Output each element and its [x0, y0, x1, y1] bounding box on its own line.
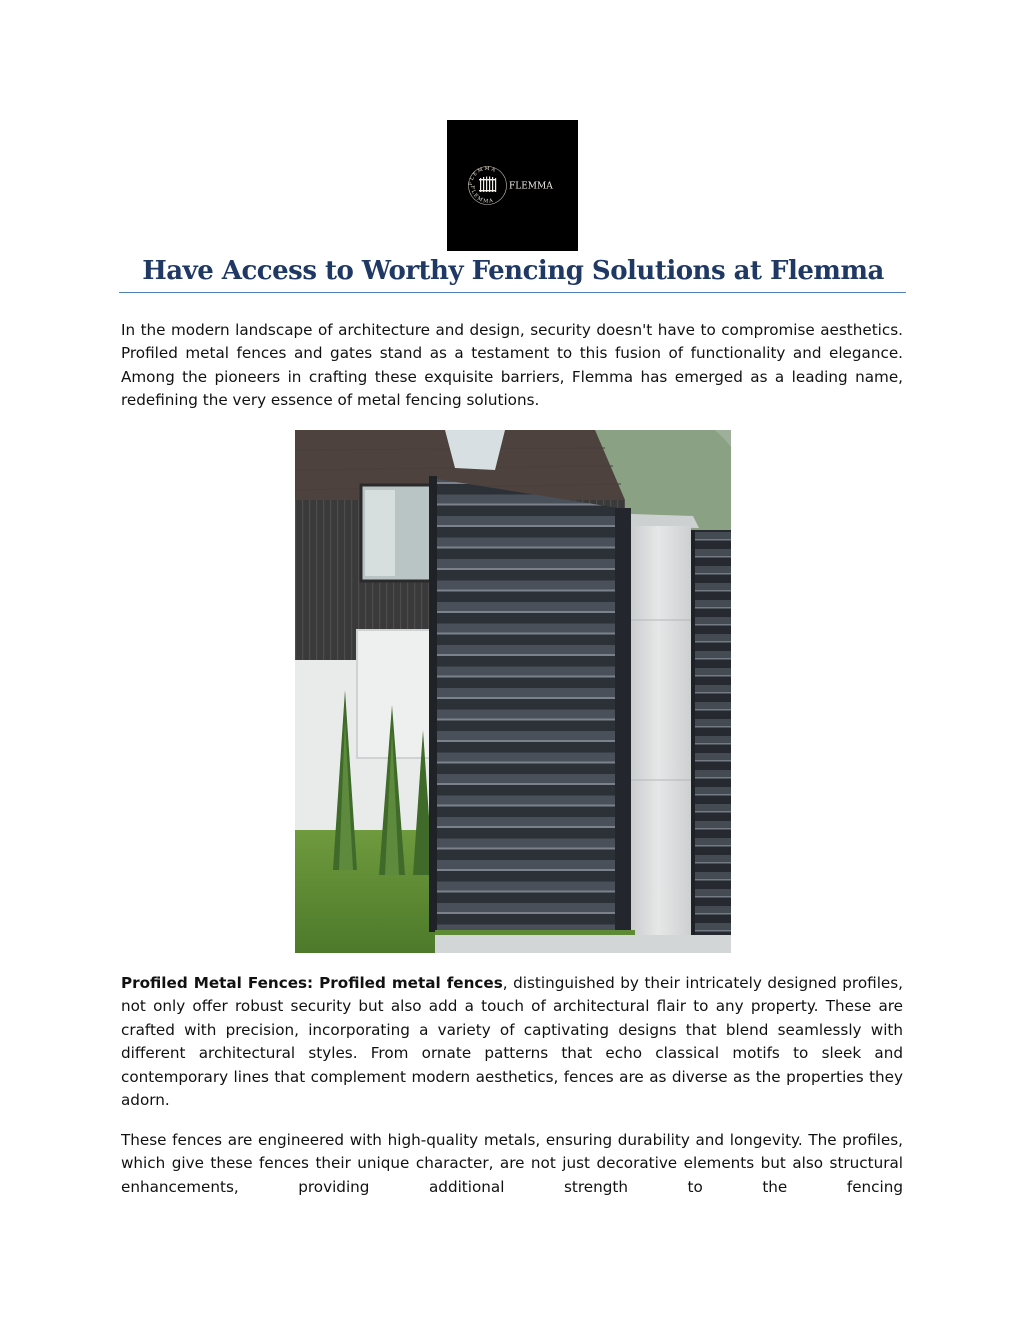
- engineering-paragraph: These fences are engineered with high-quality metals, ensuring durability and longevity. The profiles, which give these fences their unique character, are not just decorative elements but also structural enhancements, providing additional strength to the fencing: [121, 1131, 903, 1196]
- profiled-fences-paragraph: [121, 972, 903, 1112]
- flemma-logo: [447, 120, 578, 251]
- page-title: Have Access to Worthy Fencing Solutions at Flemma: [142, 256, 884, 286]
- logo-wordmark: FLEMMA: [509, 181, 553, 192]
- profiled-fences-body: , distinguished by their intricately designed profiles, not only offer robust security but also add a touch of architectural flair to any property. These are crafted with precision, incorporating a variety of captivating designs that blend seamlessly with different architectural styles. From ornate patterns that echo classical motifs to sleek and contemporary lines that complement modern aesthetics, fences are as diverse as the properties they adorn.: [121, 974, 904, 1110]
- svg-text:FLEMMA: [469, 185, 495, 204]
- profiled-fences-heading: Profiled Metal Fences: Profiled metal fences: [121, 974, 503, 992]
- title-underline: [119, 292, 906, 293]
- intro-paragraph: In the modern landscape of architecture and design, security doesn't have to compromise aesthetics. Profiled metal fences and gates stand as a testament to this fusion of functionality and elegance. Among the pioneers in crafting these exquisite barriers, Flemma has emerged as a leading name, redefining the very essence of metal fencing solutions.: [121, 321, 903, 410]
- logo-ring-text-bottom: FLEMMA: [468, 185, 495, 205]
- fence-photo: [295, 430, 731, 953]
- logo-ring-text-top: FLEMMA: [467, 165, 498, 186]
- gate-icon: [479, 177, 496, 193]
